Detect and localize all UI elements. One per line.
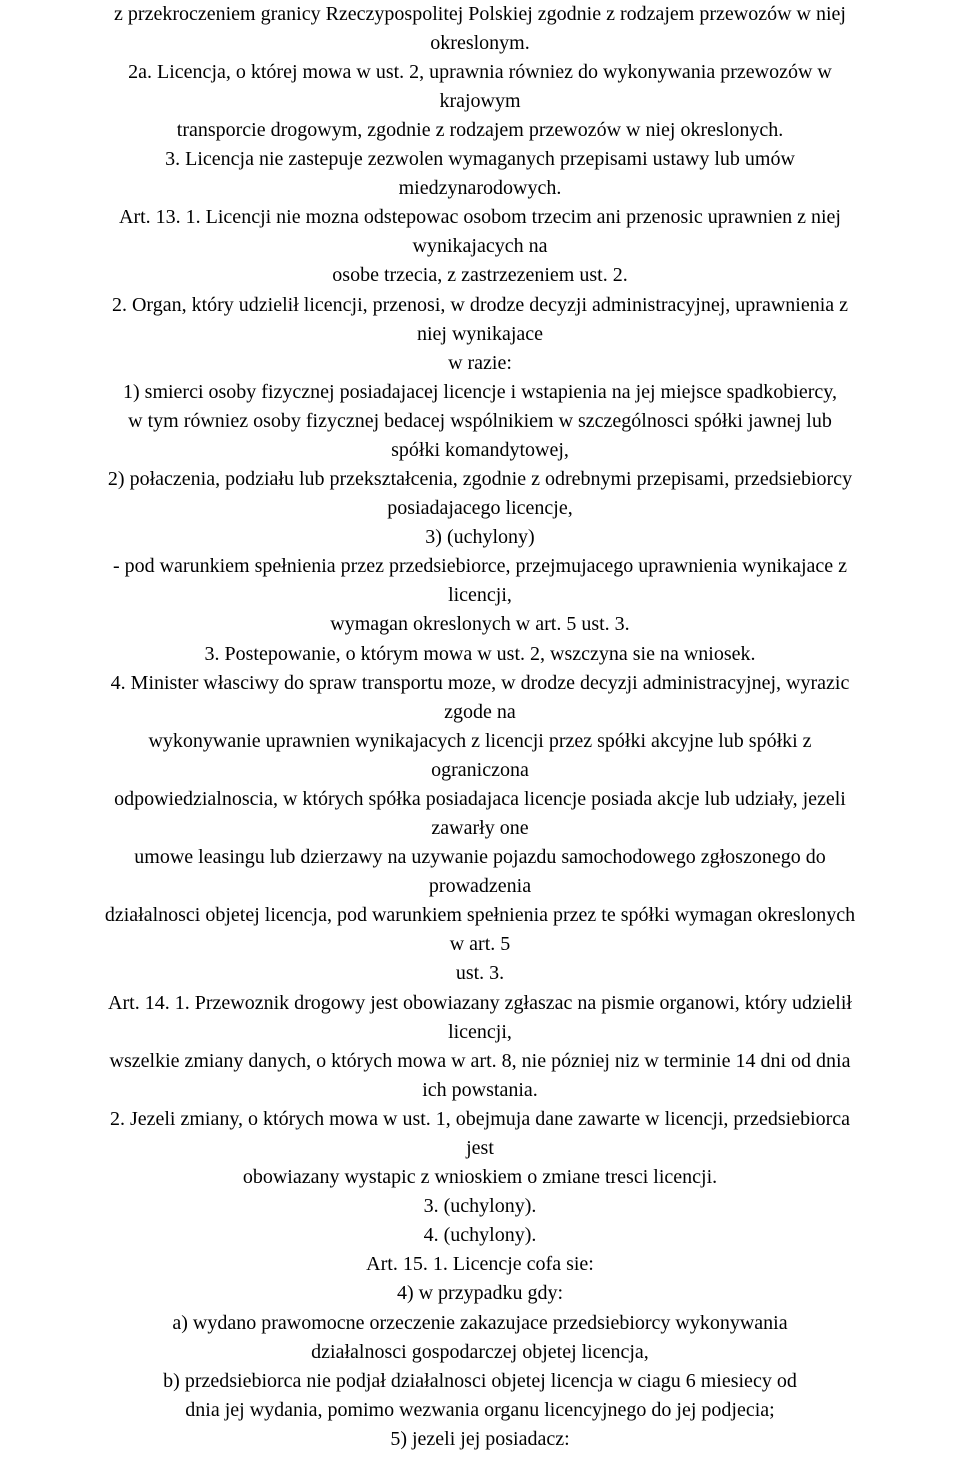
- text-line: osobe trzecia, z zastrzezeniem ust. 2.: [332, 264, 628, 286]
- text-line: 2a. Licencja, o której mowa w ust. 2, uprawnia równiez do wykonywania przewozów w: [128, 61, 832, 83]
- text-line: 3. Licencja nie zastepuje zezwolen wymaganych przepisami ustawy lub umów: [165, 148, 795, 170]
- text-line: Art. 14. 1. Przewoznik drogowy jest obowiazany zgłaszac na pismie organowi, który udzielił: [108, 992, 852, 1014]
- text-line: - pod warunkiem spełnienia przez przedsiebiorce, przejmujacego uprawnienia wynikajace z: [112, 555, 848, 577]
- text-line: wykonywanie uprawnien wynikajacych z licencji przez spółki akcyjne lub spółki z: [148, 730, 812, 752]
- text-line: 1) smierci osoby fizycznej posiadajacej licencje i wstapienia na jej miejsce spadkobiercy,: [123, 381, 837, 403]
- text-line: spółki komandytowej,: [391, 439, 569, 461]
- text-line: umowe leasingu lub dzierzawy na uzywanie pojazdu samochodowego zgłoszonego do: [134, 846, 826, 868]
- text-line: odpowiedzialnoscia, w których spółka posiadajaca licencje posiada akcje lub udziały, jezeli: [114, 788, 846, 810]
- text-line: 2. Jezeli zmiany, o których mowa w ust. 1, obejmuja dane zawarte w licencji, przedsiebiorca: [109, 1108, 851, 1130]
- text-line: 2) połaczenia, podziału lub przekształcenia, zgodnie z odrebnymi przepisami, przedsiebiorcy: [107, 468, 853, 490]
- text-line: 4) w przypadku gdy:: [396, 1282, 564, 1304]
- text-line: 3) (uchylony): [425, 526, 535, 548]
- text-line: ich powstania.: [422, 1079, 538, 1101]
- text-line: dnia jej wydania, pomimo wezwania organu licencyjnego do jej podjecia;: [185, 1399, 775, 1421]
- text-line: 4. (uchylony).: [423, 1224, 537, 1246]
- text-line: Art. 13. 1. Licencji nie mozna odstepowac osobom trzecim ani przenosic uprawnien z niej: [119, 206, 841, 228]
- text-line: prowadzenia: [428, 875, 532, 897]
- text-line: Art. 15. 1. Licencje cofa sie:: [366, 1253, 594, 1275]
- text-line: wynikajacych na: [412, 235, 548, 257]
- text-line: działalnosci gospodarczej objetej licencja,: [311, 1341, 649, 1363]
- text-line: ust. 3.: [455, 962, 505, 984]
- text-line: 3. (uchylony).: [423, 1195, 537, 1217]
- text-line: 3. Postepowanie, o którym mowa w ust. 2, wszczyna sie na wniosek.: [204, 643, 756, 665]
- text-line: niej wynikajace: [416, 323, 544, 345]
- text-line: działalnosci objetej licencja, pod warunkiem spełnienia przez te spółki wymagan okreslonych: [104, 904, 856, 926]
- text-line: zgode na: [444, 701, 516, 723]
- text-line: obowiazany wystapic z wnioskiem o zmiane tresci licencji.: [242, 1166, 718, 1188]
- text-line: 4. Minister własciwy do spraw transportu moze, w drodze decyzji administracyjnej, wyrazic: [110, 672, 850, 694]
- text-line: 5) jezeli jej posiadacz:: [390, 1428, 570, 1450]
- text-line: transporcie drogowym, zgodnie z rodzajem przewozów w niej okreslonych.: [176, 119, 784, 141]
- text-line: jest: [466, 1137, 494, 1159]
- text-line: wszelkie zmiany danych, o których mowa w art. 8, nie pózniej niz w terminie 14 dni od dnia: [109, 1050, 851, 1072]
- text-line: w tym równiez osoby fizycznej bedacej wspólnikiem w szczególnosci spółki jawnej lub: [128, 410, 832, 432]
- text-line: okreslonym.: [430, 32, 530, 54]
- text-line: z przekroczeniem granicy Rzeczypospolitej Polskiej zgodnie z rodzajem przewozów w niej: [114, 3, 846, 25]
- text-line: w art. 5: [449, 933, 511, 955]
- text-line: 2. Organ, który udzielił licencji, przenosi, w drodze decyzji administracyjnej, uprawnienia z: [111, 294, 849, 316]
- text-line: ograniczona: [431, 759, 529, 781]
- text-line: krajowym: [439, 90, 521, 112]
- text-line: w razie:: [448, 352, 512, 374]
- text-line: miedzynarodowych.: [398, 177, 562, 199]
- text-line: licencji,: [448, 1021, 512, 1043]
- text-line: a) wydano prawomocne orzeczenie zakazujace przedsiebiorcy wykonywania: [172, 1312, 788, 1334]
- text-line: licencji,: [448, 584, 512, 606]
- text-line: posiadajacego licencje,: [387, 497, 573, 519]
- text-line: b) przedsiebiorca nie podjał działalnosci objetej licencja w ciagu 6 miesiecy od: [163, 1370, 797, 1392]
- text-line: zawarły one: [431, 817, 529, 839]
- text-line: wymagan okreslonych w art. 5 ust. 3.: [330, 613, 630, 635]
